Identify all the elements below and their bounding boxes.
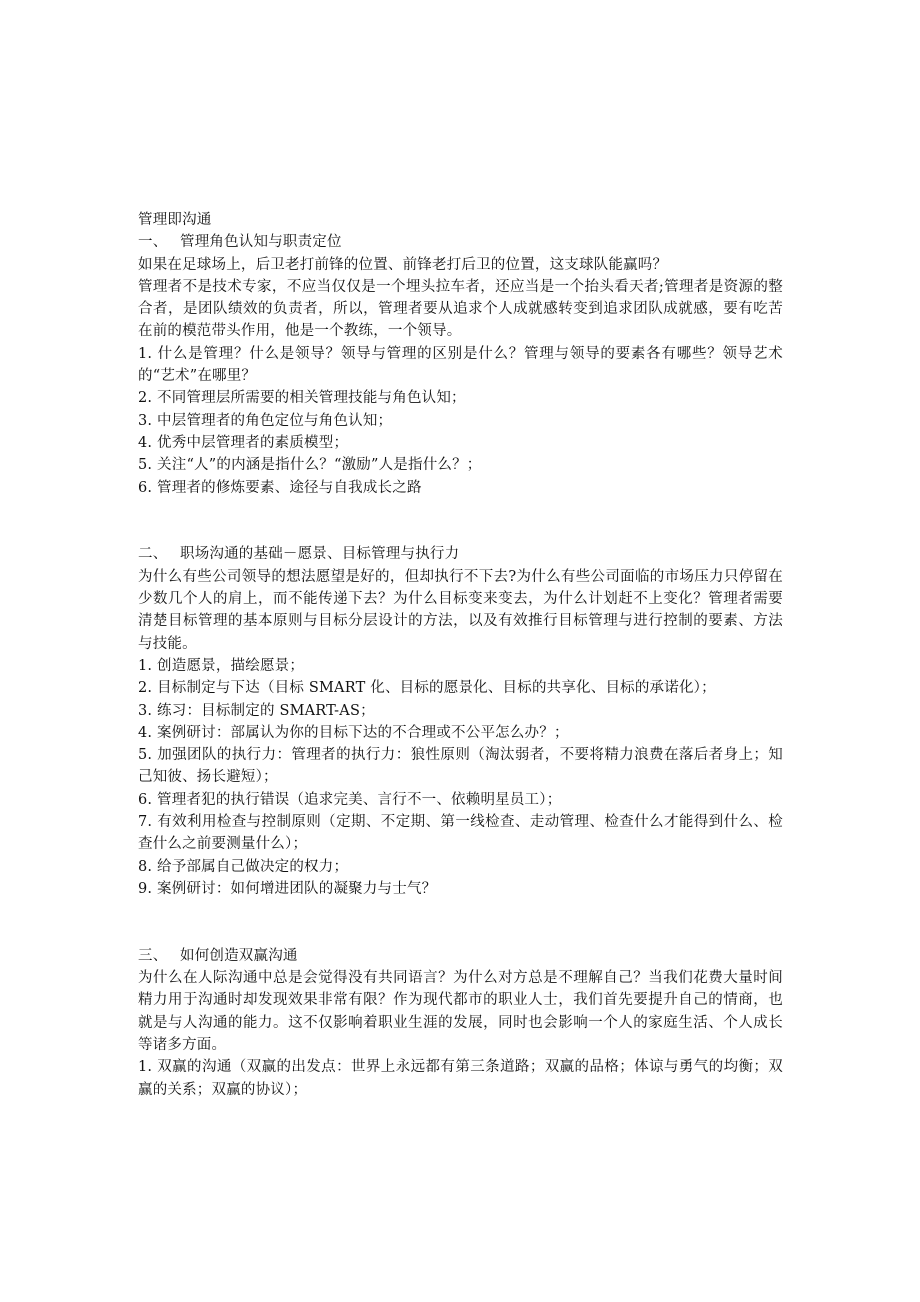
paragraph: 管理者不是技术专家，不应当仅仅是一个埋头拉车者，还应当是一个抬头看天者;管理者是资源的整合者，是团队绩效的负责者，所以，管理者要从追求个人成就感转变到追求团队成就感，要有吃苦在前的模范带头作用，他是一个教练，一个领导。: [138, 278, 783, 340]
section-heading-text: 如何创造双赢沟通: [180, 947, 298, 964]
list-item: 1. 双赢的沟通（双赢的出发点：世界上永远都有第三条道路；双赢的品格；体谅与勇气的均衡；双赢的关系；双赢的协议）；: [138, 1059, 783, 1098]
list-item: 5. 关注“人”的内涵是指什么？“激励”人是指什么？；: [138, 457, 482, 474]
list-item: 7. 有效利用检查与控制原则（定期、不定期、第一线检查、走动管理、检查什么才能得到什么、检查什么之前要测量什么）；: [138, 814, 783, 853]
list-item: 4. 案例研讨：部属认为你的目标下达的不合理或不公平怎么办？；: [138, 724, 569, 741]
list-item: 3. 练习：目标制定的 SMART-AS；: [138, 702, 375, 719]
section-number: 一、: [138, 234, 168, 251]
list-item: 9. 案例研讨：如何增进团队的凝聚力与士气？: [138, 880, 437, 897]
section-spacer: [138, 900, 783, 945]
list-item: 2. 不同管理层所需要的相关管理技能与角色认知；: [138, 390, 466, 407]
section-spacer: [138, 499, 783, 544]
section-heading-text: 职场沟通的基础－愿景、目标管理与执行力: [180, 546, 460, 563]
paragraph: 为什么在人际沟通中总是会觉得没有共同语言？为什么对方总是不理解自己？当我们花费大量时间精力用于沟通时却发现效果非常有限？作为现代都市的职业人士，我们首先要提升自己的情商，也就是与人沟通的能力。这不仅影响着职业生涯的发展，同时也会影响一个人的家庭生活、个人成长等诸多方面。: [138, 970, 783, 1053]
section-heading: [138, 945, 783, 967]
list-item: 5. 加强团队的执行力：管理者的执行力：狼性原则（淘汰弱者，不要将精力浪费在落后者身上；知己知彼、扬长避短）；: [138, 747, 783, 786]
section-heading: [138, 543, 783, 565]
list-item: 4. 优秀中层管理者的素质模型；: [138, 434, 349, 451]
section-number: 三、: [138, 947, 168, 964]
list-item: 6. 管理者犯的执行错误（追求完美、言行不一、依赖明星员工）；: [138, 791, 562, 808]
list-item: 3. 中层管理者的角色定位与角色认知；: [138, 412, 393, 429]
section-heading: [138, 231, 783, 253]
list-item: 8. 给予部属自己做决定的权力；: [138, 858, 349, 875]
list-item: 1. 什么是管理？什么是领导？领导与管理的区别是什么？管理与领导的要素各有哪些？领导艺术的“艺术”在哪里？: [138, 345, 783, 385]
section-heading-text: 管理角色认知与职责定位: [180, 234, 342, 251]
document-body: [138, 209, 783, 1101]
section-number: 二、: [138, 546, 168, 563]
list-item: 1. 创造愿景，描绘愿景；: [138, 657, 305, 674]
paragraph: 如果在足球场上，后卫老打前锋的位置、前锋老打后卫的位置，这支球队能赢吗？: [138, 256, 668, 273]
list-item: 2. 目标制定与下达（目标 SMART 化、目标的愿景化、目标的共享化、目标的承诺化）；: [138, 680, 716, 697]
document-title: 管理即沟通: [138, 212, 212, 228]
paragraph: 为什么有些公司领导的想法愿望是好的，但却执行不下去?为什么有些公司面临的市场压力只停留在少数几个人的肩上，而不能传递下去？为什么目标变来变去，为什么计划赶不上变化？管理者需要清楚目标管理的基本原则与目标分层设计的方法，以及有效推行目标管理与进行控制的要素、方法与技能。: [138, 568, 783, 652]
list-item: 6. 管理者的修炼要素、途径与自我成长之路: [138, 479, 422, 496]
